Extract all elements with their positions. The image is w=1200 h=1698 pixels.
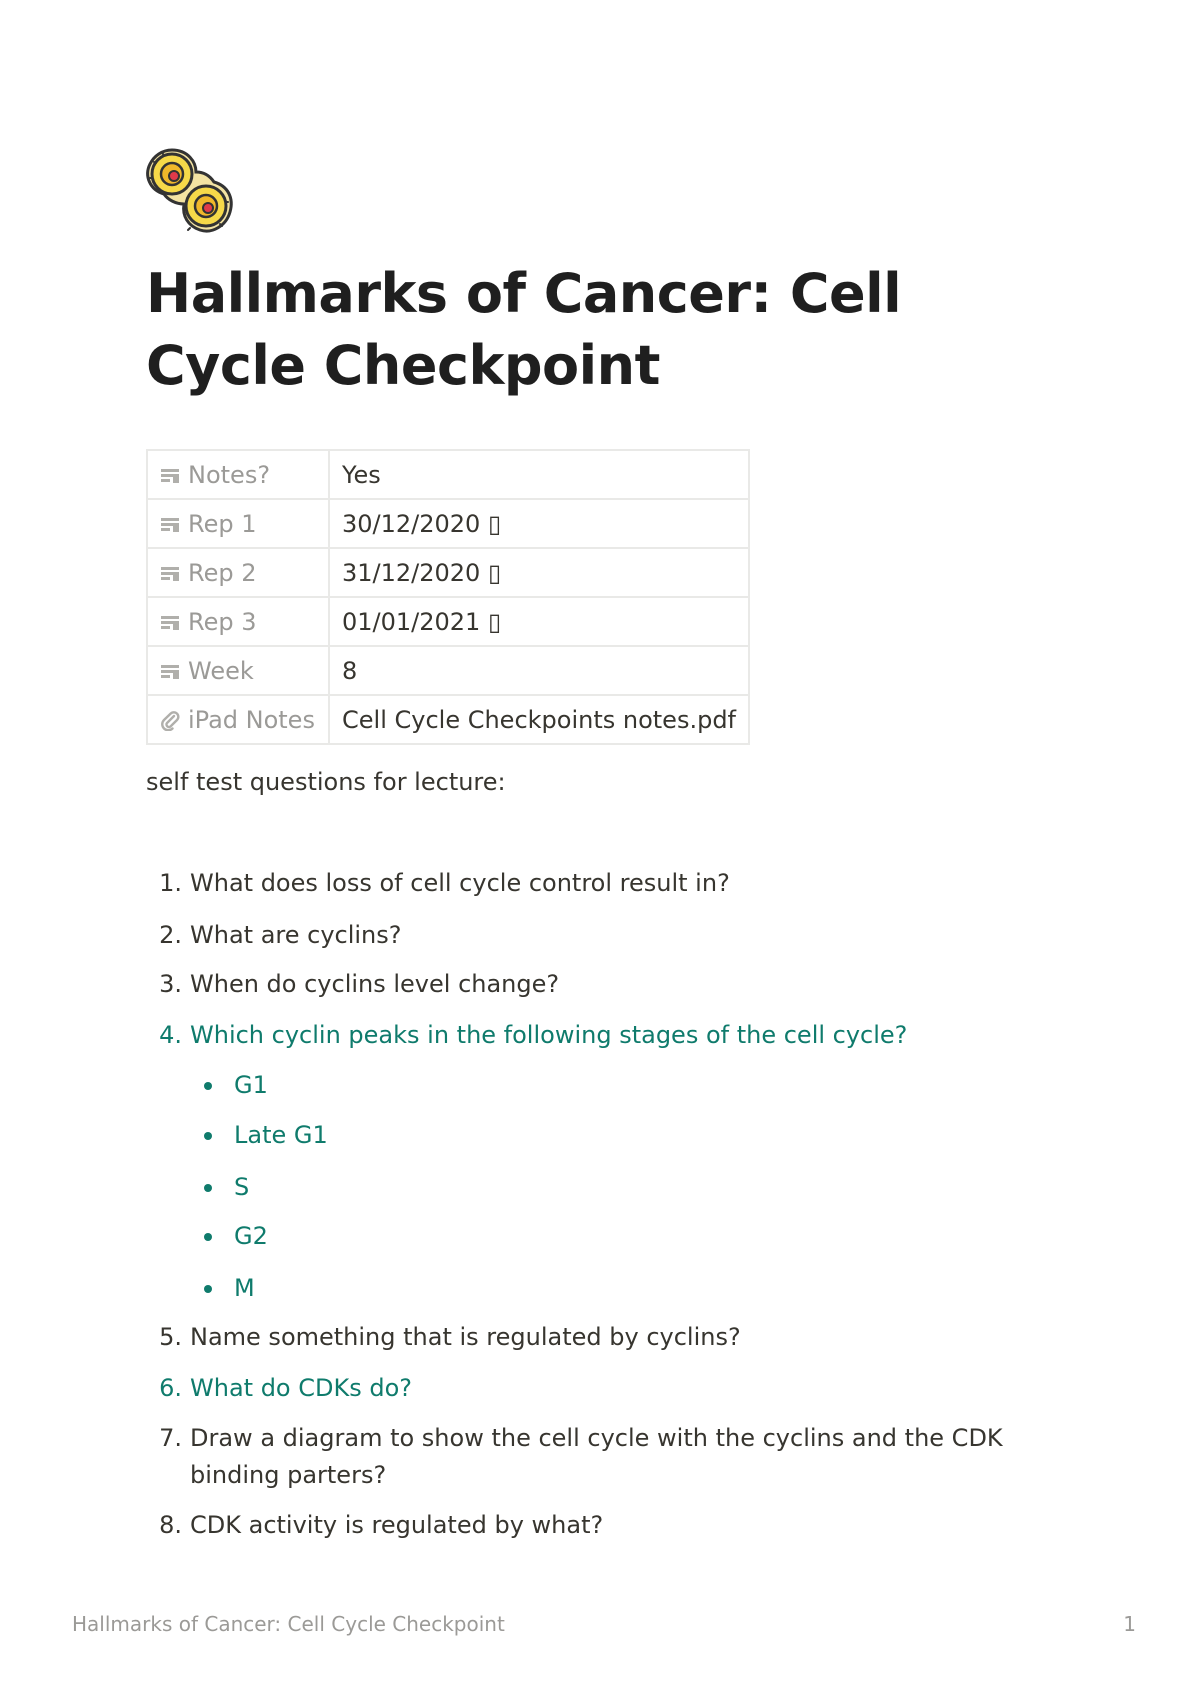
property-name: Notes? xyxy=(188,460,271,489)
bullet-text: Late G1 xyxy=(234,1121,328,1149)
bullet-text: S xyxy=(234,1173,250,1201)
properties-table xyxy=(146,449,750,745)
question-number: 5. xyxy=(159,1323,182,1351)
question-text: What are cyclins? xyxy=(190,921,402,949)
bullet-dot-icon xyxy=(204,1285,212,1293)
paperclip-icon xyxy=(160,711,180,731)
property-name-cell xyxy=(147,695,329,744)
text-property-icon xyxy=(160,662,180,682)
property-row xyxy=(147,597,749,646)
property-row xyxy=(147,450,749,499)
property-name-cell xyxy=(147,597,329,646)
property-value[interactable]: Cell Cycle Checkpoints notes.pdf xyxy=(329,695,749,744)
bullet-dot-icon xyxy=(204,1184,212,1192)
property-name: iPad Notes xyxy=(188,705,315,734)
question-number: 4. xyxy=(159,1021,182,1049)
text-property-icon xyxy=(160,515,180,535)
text-property-icon xyxy=(160,466,180,486)
property-name-cell xyxy=(147,646,329,695)
page-number: 1 xyxy=(1123,1612,1136,1636)
property-name: Rep 1 xyxy=(188,509,257,538)
property-value: 8 xyxy=(329,646,749,695)
bullet-text: G1 xyxy=(234,1071,268,1099)
question-text: CDK activity is regulated by what? xyxy=(190,1511,604,1539)
property-name: Rep 3 xyxy=(188,607,257,636)
bullet-text: G2 xyxy=(234,1222,268,1250)
text-property-icon xyxy=(160,564,180,584)
question-number: 3. xyxy=(159,970,182,998)
question-number: 8. xyxy=(159,1511,182,1539)
question-number: 2. xyxy=(159,921,182,949)
question-number: 7. xyxy=(159,1424,182,1452)
question-number: 6. xyxy=(159,1374,182,1402)
property-row xyxy=(147,499,749,548)
page-title: Hallmarks of Cancer: Cell Cycle Checkpoint xyxy=(146,262,902,397)
property-name: Week xyxy=(188,656,254,685)
question-text: Name something that is regulated by cyclins? xyxy=(190,1323,741,1351)
question-text: Which cyclin peaks in the following stages of the cell cycle? xyxy=(190,1021,908,1049)
question-text: What does loss of cell cycle control result in? xyxy=(190,869,730,897)
question-text: When do cyclins level change? xyxy=(190,970,560,998)
intro-text: self test questions for lecture: xyxy=(146,768,506,796)
cells-dividing-icon xyxy=(142,142,238,238)
property-value: 01/01/2021 ▯ xyxy=(329,597,749,646)
footer-title: Hallmarks of Cancer: Cell Cycle Checkpoint xyxy=(72,1612,505,1636)
bullet-text: M xyxy=(234,1274,255,1302)
property-value: 31/12/2020 ▯ xyxy=(329,548,749,597)
bullet-dot-icon xyxy=(204,1082,212,1090)
question-text: What do CDKs do? xyxy=(190,1374,412,1402)
property-value: 30/12/2020 ▯ xyxy=(329,499,749,548)
property-row xyxy=(147,695,749,744)
property-value: Yes xyxy=(329,450,749,499)
property-name-cell xyxy=(147,450,329,499)
property-name-cell xyxy=(147,499,329,548)
property-row xyxy=(147,548,749,597)
question-text: Draw a diagram to show the cell cycle with the cyclins and the CDK binding parters? xyxy=(190,1424,1003,1489)
question-number: 1. xyxy=(159,869,182,897)
text-property-icon xyxy=(160,613,180,633)
bullet-dot-icon xyxy=(204,1132,212,1140)
property-row xyxy=(147,646,749,695)
property-name-cell xyxy=(147,548,329,597)
property-name: Rep 2 xyxy=(188,558,257,587)
bullet-dot-icon xyxy=(204,1233,212,1241)
